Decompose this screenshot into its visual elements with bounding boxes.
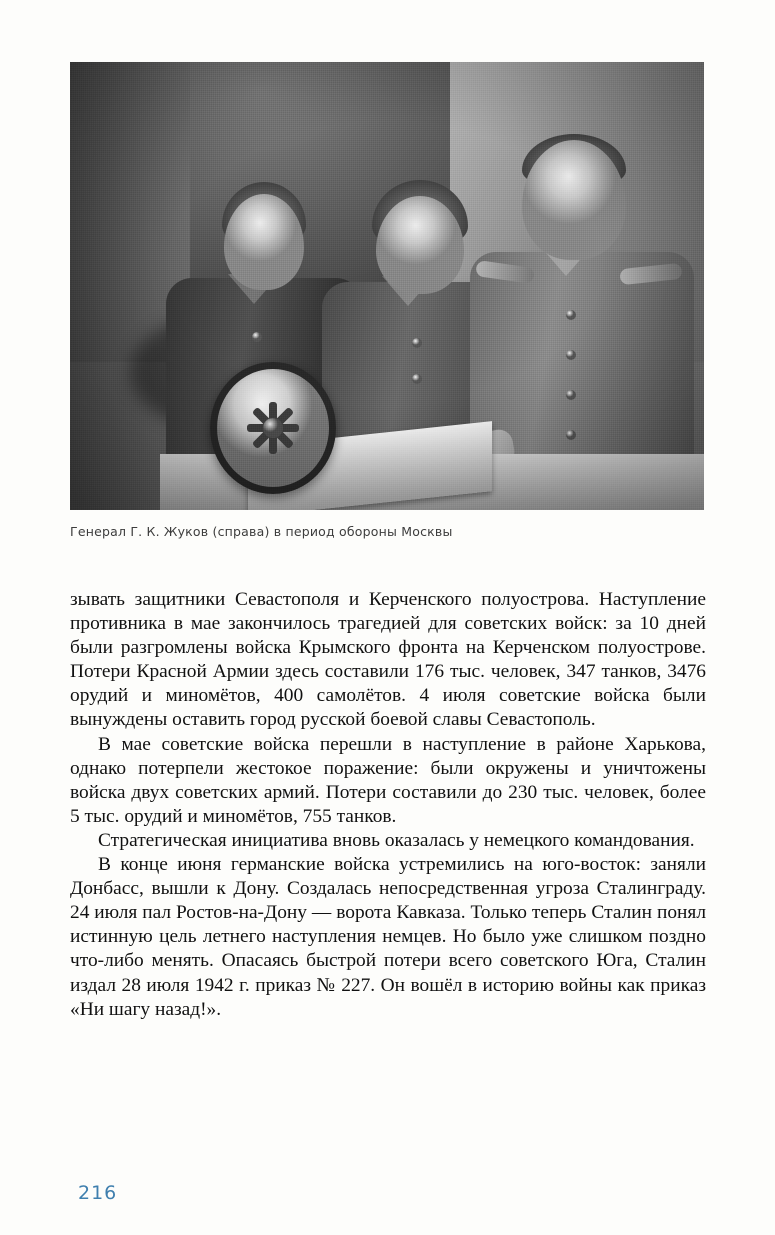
body-text [70, 588, 706, 1022]
paragraph-2: В мае советские войска перешли в наступление в районе Харькова, однако потерпели жестокое поражение: были окружены и уничтожены войска двух советских армий. Потери составили до 230 тыс. человек, более 5 тыс. орудий и миномётов, 755 танков. [70, 733, 706, 827]
paragraph-1: зывать защитники Севастополя и Керченского полуострова. Наступление противника в мае закончилось трагедией для советских войск: за 10 дней были разгромлены войска Крымского фронта на Керченском полуострове. Потери Красной Армии здесь составили 176 тыс. человек, 347 танков, 3476 орудий и миномётов, 400 самолётов. 4 июля советские войска были вынуждены оставить город русской боевой славы Севастополь. [70, 589, 706, 731]
historical-photograph [70, 62, 704, 510]
paragraph-3: Стратегическая инициатива вновь оказалась у немецкого командования. [98, 829, 695, 851]
page-number: 216 [78, 1182, 118, 1204]
photo-reel-wheel [210, 362, 336, 494]
photo-officer-left-head [224, 194, 304, 290]
figure-zhukov-photo [70, 62, 704, 539]
paragraph-4: В конце июня германские войска устремились на юго-восток: заняли Донбасс, вышли к Дону. Создалась непосредственная угроза Сталинграду. 24 июля пал Ростов-на-Дону — ворота Кавказа. Только теперь Сталин понял истинную цель летнего наступления немцев. Но было уже слишком поздно что-либо менять. Опасаясь быстрой потери всего советского Юга, Сталин издал 28 июля 1942 г. приказ № 227. Он вошёл в историю войны как приказ «Ни шагу назад!». [70, 854, 706, 1020]
photo-officer-right-buttons [566, 310, 578, 470]
figure-caption: Генерал Г. К. Жуков (справа) в период обороны Москвы [70, 524, 453, 539]
photo-officer-center-head [376, 196, 464, 294]
